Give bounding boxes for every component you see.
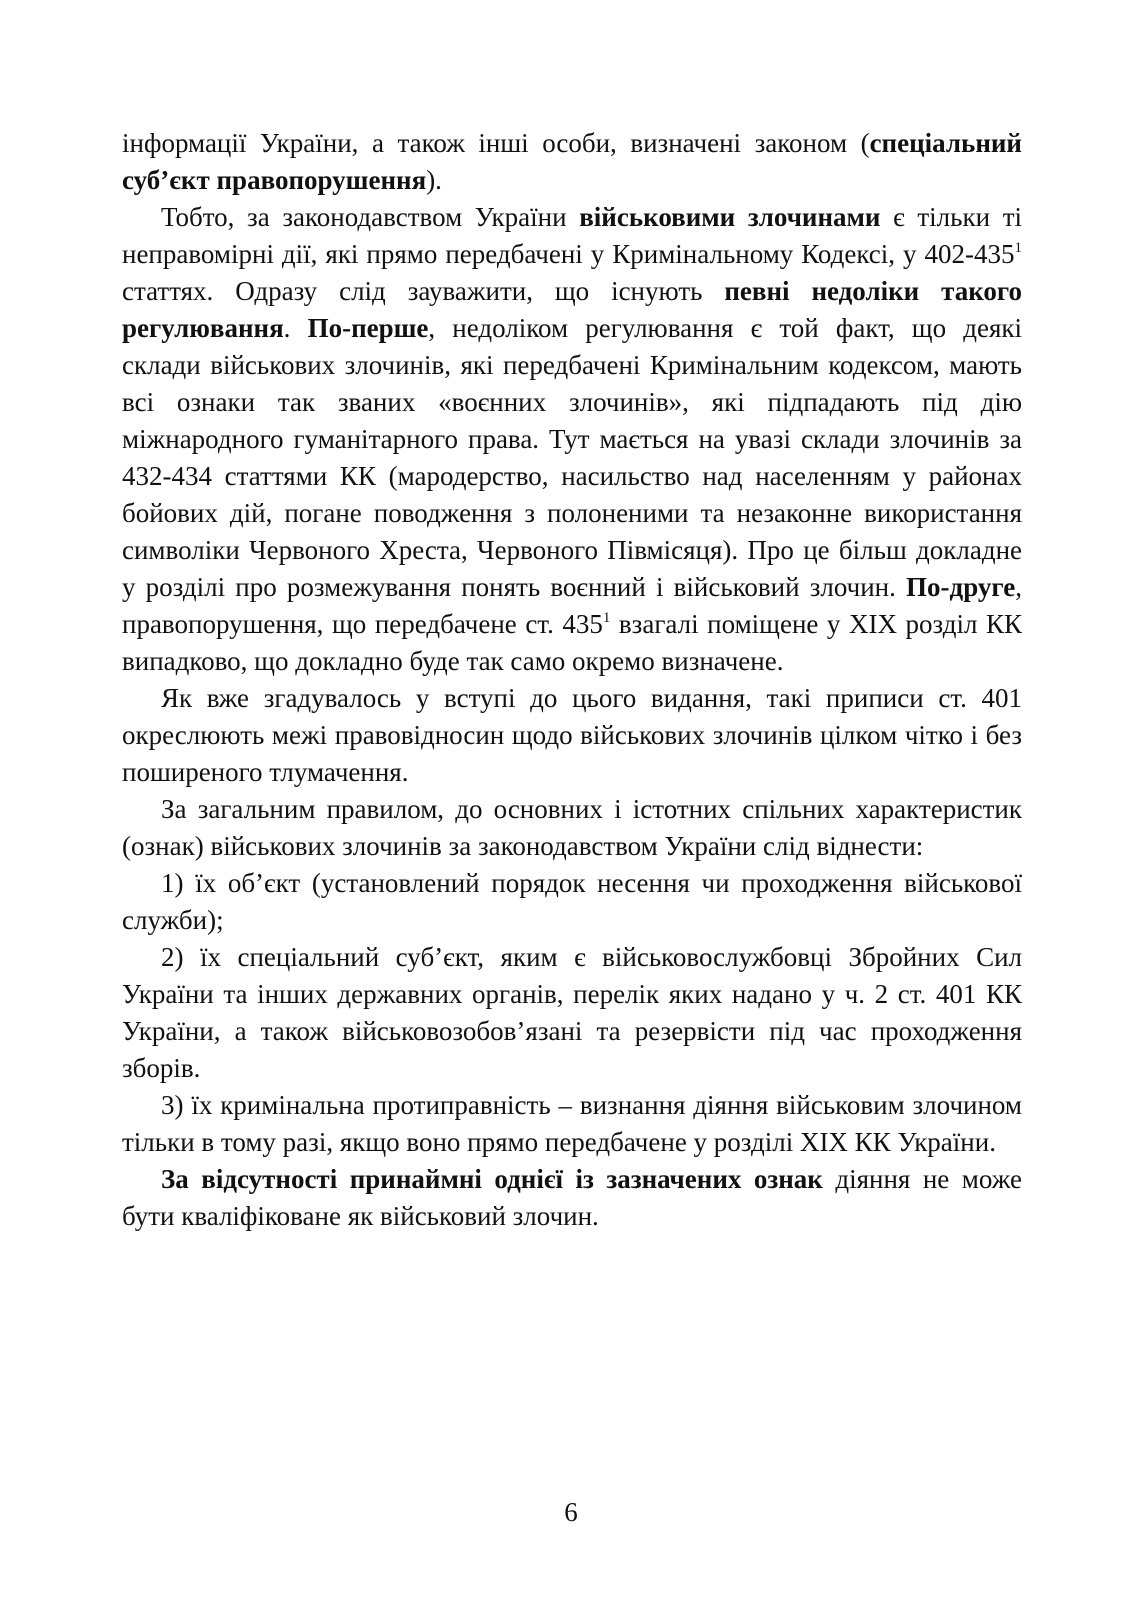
text-run: інформації України, а також інші особи, визначені законом ( — [122, 128, 870, 158]
text-run: діяння не може бути кваліфіковане як військовий злочин. — [122, 1164, 1022, 1231]
superscript: 1 — [1014, 240, 1022, 256]
text-run: взагалі поміщене у XIX розділ КК випадково, що докладно буде так само окремо визначене. — [122, 609, 1022, 676]
paragraph-p5 — [122, 865, 1022, 939]
text-run: Тобто, за законодавством України — [161, 202, 580, 232]
paragraph-p7 — [122, 1087, 1022, 1161]
bold-text: По-друге — [906, 572, 1016, 602]
text-run: є тільки ті неправомірні дії, які прямо передбачені у Кримінальному Кодексі, у 402-435 — [122, 202, 1022, 269]
paragraph-p1 — [122, 125, 1022, 199]
paragraph-p6 — [122, 939, 1022, 1087]
bold-text: військовими злочинами — [579, 202, 881, 232]
text-run: Як вже згадувалось у вступі до цього видання, такі приписи ст. 401 окреслюють межі правовідносин щодо військових злочинів цілком чітко і без поширеного тлумачення. — [122, 683, 1022, 787]
text-run: . — [283, 313, 308, 343]
paragraph-p3 — [122, 680, 1022, 791]
text-run: , правопорушення, що передбачене ст. 435 — [122, 572, 1022, 639]
text-run: , недоліком регулювання є той факт, що деякі склади військових злочинів, які передбачені Кримінальним кодексом, мають всі ознаки так званих «воєнних злочинів», які підпадають під дію міжнародного гуманітарного права. Тут мається на увазі склади злочинів за 432-434 статтями КК (мародерство, насильство над населенням у районах бойових дій, погане поводження з полоненими та незаконне використання символіки Червоного Хреста, Червоного Півмісяця). Про це більш докладне у розділі про розмежування понять воєнний і військовий злочин. — [122, 313, 1022, 602]
text-run: 1) їх об’єкт (установлений порядок несення чи проходження військової служби); — [122, 868, 1022, 935]
text-run: ). — [426, 165, 442, 195]
paragraph-p4 — [122, 791, 1022, 865]
bold-text: спеціальний суб’єкт правопорушення — [122, 128, 1022, 195]
paragraph-p8 — [122, 1161, 1022, 1235]
body-text — [122, 125, 1022, 1235]
superscript: 1 — [602, 610, 611, 626]
bold-text: певні недоліки такого регулювання — [122, 276, 1022, 343]
bold-text: По-перше — [307, 313, 429, 343]
text-run: 2) їх спеціальний суб’єкт, яким є військовослужбовці Збройних Сил України та інших державних органів, перелік яких надано у ч. 2 ст. 401 КК України, а також військовозобов’язані та резервісти під час проходження зборів. — [122, 942, 1022, 1083]
text-run: статтях. Одразу слід зауважити, що існують — [122, 276, 725, 306]
text-run: 3) їх кримінальна протиправність – визнання діяння військовим злочином тільки в тому разі, якщо воно прямо передбачене у розділі XIX КК України. — [122, 1090, 1022, 1157]
bold-text: За відсутності принаймні однієї із зазначених ознак — [161, 1164, 823, 1194]
text-run: За загальним правилом, до основних і істотних спільних характеристик (ознак) військових злочинів за законодавством України слід віднести: — [122, 794, 1022, 861]
page-number: 6 — [564, 1497, 578, 1527]
paragraph-p2 — [122, 199, 1022, 680]
